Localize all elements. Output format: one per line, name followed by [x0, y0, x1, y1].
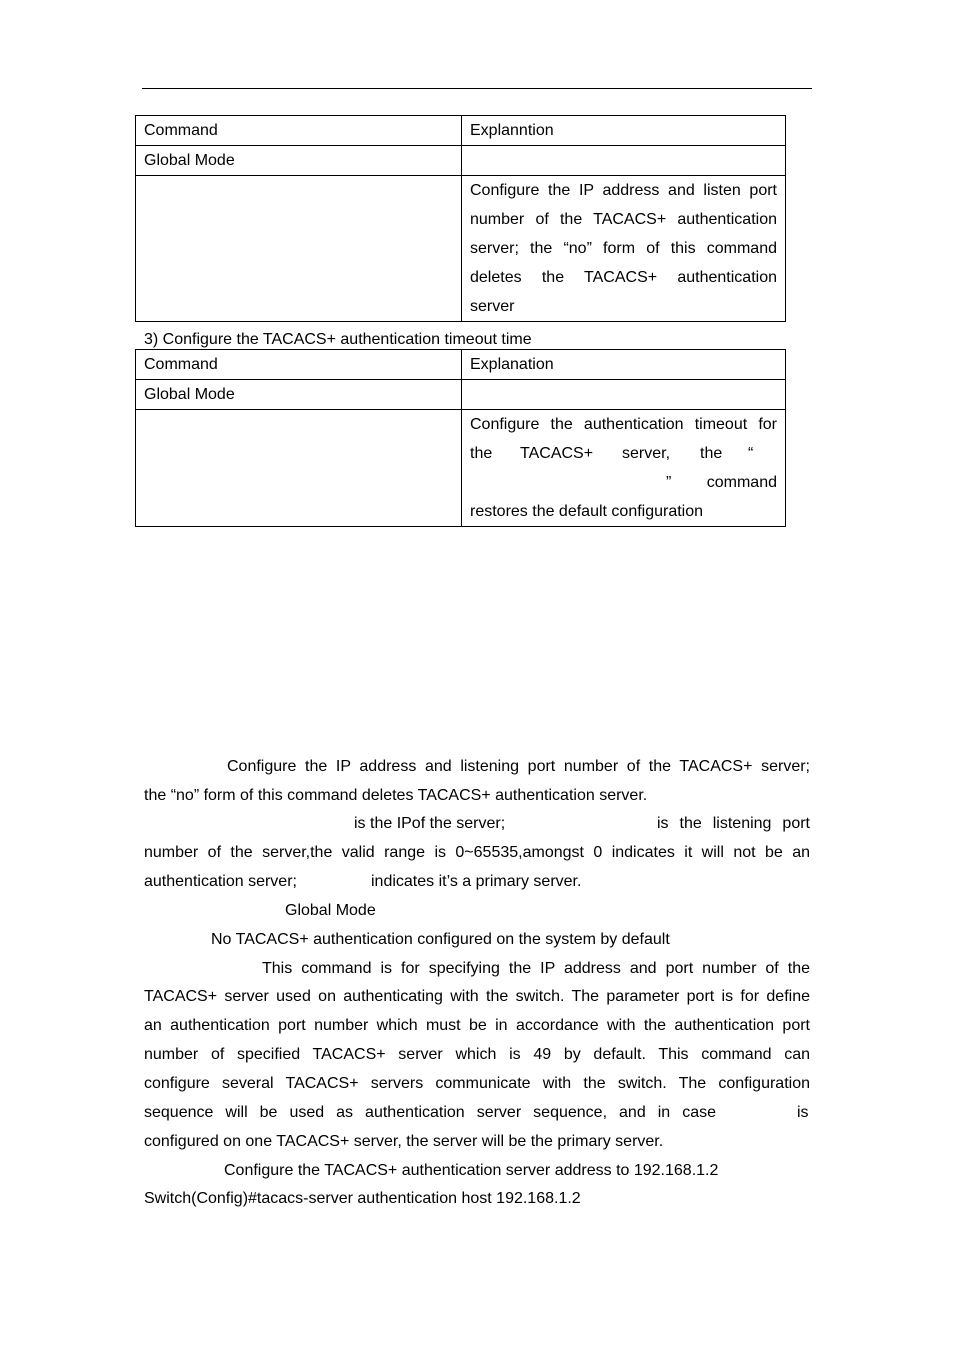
usage-line-7: configured on one TACACS+ server, the server will be the primary server.: [144, 1133, 664, 1150]
table2-expl-line2: [470, 439, 777, 468]
table2-mode: Global Mode: [136, 380, 462, 410]
word: ”: [666, 474, 672, 491]
example-command: Switch(Config)#tacacs-server authentication host 192.168.1.2: [144, 1190, 581, 1207]
section-caption: 3) Configure the TACACS+ authentication timeout time: [144, 331, 532, 348]
server-command-table: [135, 115, 786, 322]
param-line-3a: authentication server;: [144, 873, 297, 890]
usage-line-5: configure several TACACS+ servers communicate with the switch. The configuration: [144, 1075, 810, 1092]
usage-line-2: TACACS+ server used on authenticating with the switch. The parameter port is for define: [144, 988, 810, 1005]
table1-expl-line: server; the “no” form of this command: [470, 240, 777, 257]
table2-expl-line3: [470, 468, 777, 497]
table1-expl-line: number of the TACACS+ authentication: [470, 211, 777, 228]
param-line-1a: is the IPof the server;: [354, 815, 506, 832]
table1-mode: Global Mode: [136, 146, 462, 176]
param-line-2: number of the server,the valid range is 0~65535,amongst 0 indicates it will not be an: [144, 844, 810, 861]
table2-command-cell: [136, 410, 462, 527]
table1-expl-line: Configure the IP address and listen port: [470, 182, 777, 199]
usage-line-1: This command is for specifying the IP address and port number of the: [262, 960, 810, 977]
word: server,: [622, 445, 671, 462]
function-line-1: Configure the IP address and listening port number of the TACACS+ server;: [227, 758, 810, 775]
table1-command-cell: [136, 176, 462, 322]
timeout-command-table: [135, 349, 786, 527]
word: the: [700, 445, 723, 462]
table2-mode-empty: [462, 380, 786, 410]
example-title: Configure the TACACS+ authentication server address to 192.168.1.2: [224, 1162, 719, 1179]
header-rule: [142, 88, 812, 89]
table1-expl-line: deletes the TACACS+ authentication: [470, 269, 777, 286]
usage-line-3: an authentication port number which must be in accordance with the authentication port: [144, 1017, 810, 1034]
param-line-1b: is the listening port: [657, 815, 810, 832]
word: command: [706, 474, 777, 491]
usage-line-4: number of specified TACACS+ server which is 49 by default. This command can: [144, 1046, 810, 1063]
usage-line-6b: is: [797, 1104, 809, 1121]
table1-header-explanation: Explanntion: [462, 116, 786, 146]
table2-expl-line: Configure the authentication timeout for: [470, 416, 777, 433]
function-line-2: the “no” form of this command deletes TACACS+ authentication server.: [144, 787, 648, 804]
table1-expl-line: server: [470, 298, 515, 315]
param-line-3b: indicates it’s a primary server.: [371, 873, 582, 890]
word: “: [748, 445, 754, 462]
table2-header-command: Command: [136, 350, 462, 380]
command-mode: Global Mode: [285, 902, 376, 919]
table1-header-command: Command: [136, 116, 462, 146]
table2-header-explanation: Explanation: [462, 350, 786, 380]
table1-mode-empty: [462, 146, 786, 176]
table2-explanation-cell: [462, 410, 786, 527]
usage-line-6a: sequence will be used as authentication server sequence, and in case: [144, 1104, 716, 1121]
word: TACACS+: [520, 445, 594, 462]
table1-explanation-cell: [462, 176, 786, 322]
default-setting: No TACACS+ authentication configured on the system by default: [211, 931, 670, 948]
table2-expl-line: restores the default configuration: [470, 503, 704, 520]
word: the: [470, 445, 493, 462]
